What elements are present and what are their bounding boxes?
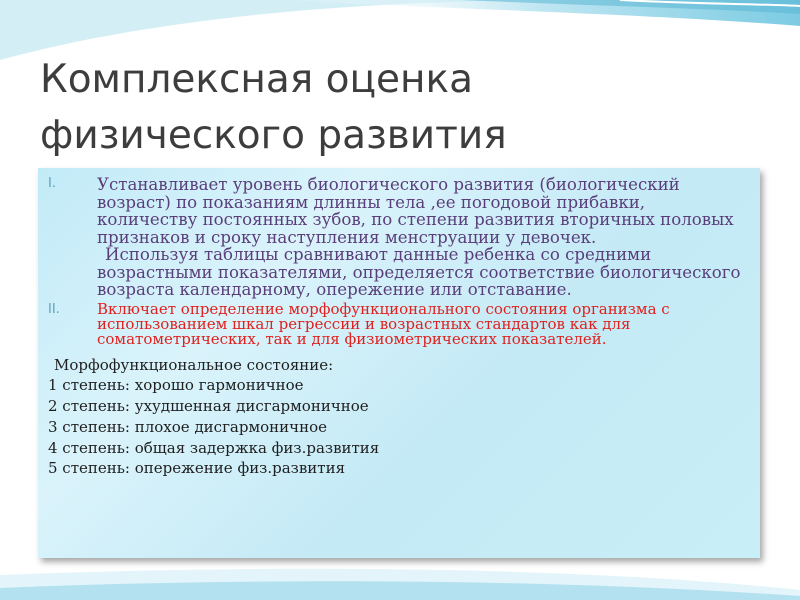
degree-item: 3 степень: плохое дисгармоничное <box>48 417 327 436</box>
degree-item: 1 степень: хорошо гармоничное <box>48 376 304 395</box>
degree-item: 5 степень: опережение физ.развития <box>48 459 346 478</box>
title-line-2: физического развития <box>40 113 507 158</box>
item-numeral: II. <box>48 301 60 317</box>
list-item <box>48 299 750 348</box>
item-text: Устанавливает уровень биологического развития (биологический возраст) по показаниям длинны тела ,ее погодовой прибавки, количеству постоянных зубов, по степени развития вторичных половых признаков и сроку наступления менструации у девочек. <box>97 175 734 247</box>
degrees-list <box>48 355 750 480</box>
item-text: Включает определение морфофункционального состояния организма с использованием шкал регрессии и возрастных стандартов как для соматометрических, так и для физиометрических показателей. <box>97 299 670 348</box>
slide-title <box>40 52 760 164</box>
title-line-1: Комплексная оценка <box>40 57 473 102</box>
degree-item: 4 степень: общая задержка физ.развития <box>48 438 380 457</box>
content-panel <box>38 168 760 558</box>
list-item <box>48 176 750 299</box>
degree-item: 2 степень: ухудшенная дисгармоничное <box>48 397 369 416</box>
item-numeral: I. <box>48 176 56 191</box>
item-continuation: Используя таблицы сравнивают данные ребенка со средними возрастными показателями, определяется соответствие биологического возраста календарному, опережение или отставание. <box>97 245 741 299</box>
degrees-title: Морфофункциональное состояние: <box>54 355 334 374</box>
